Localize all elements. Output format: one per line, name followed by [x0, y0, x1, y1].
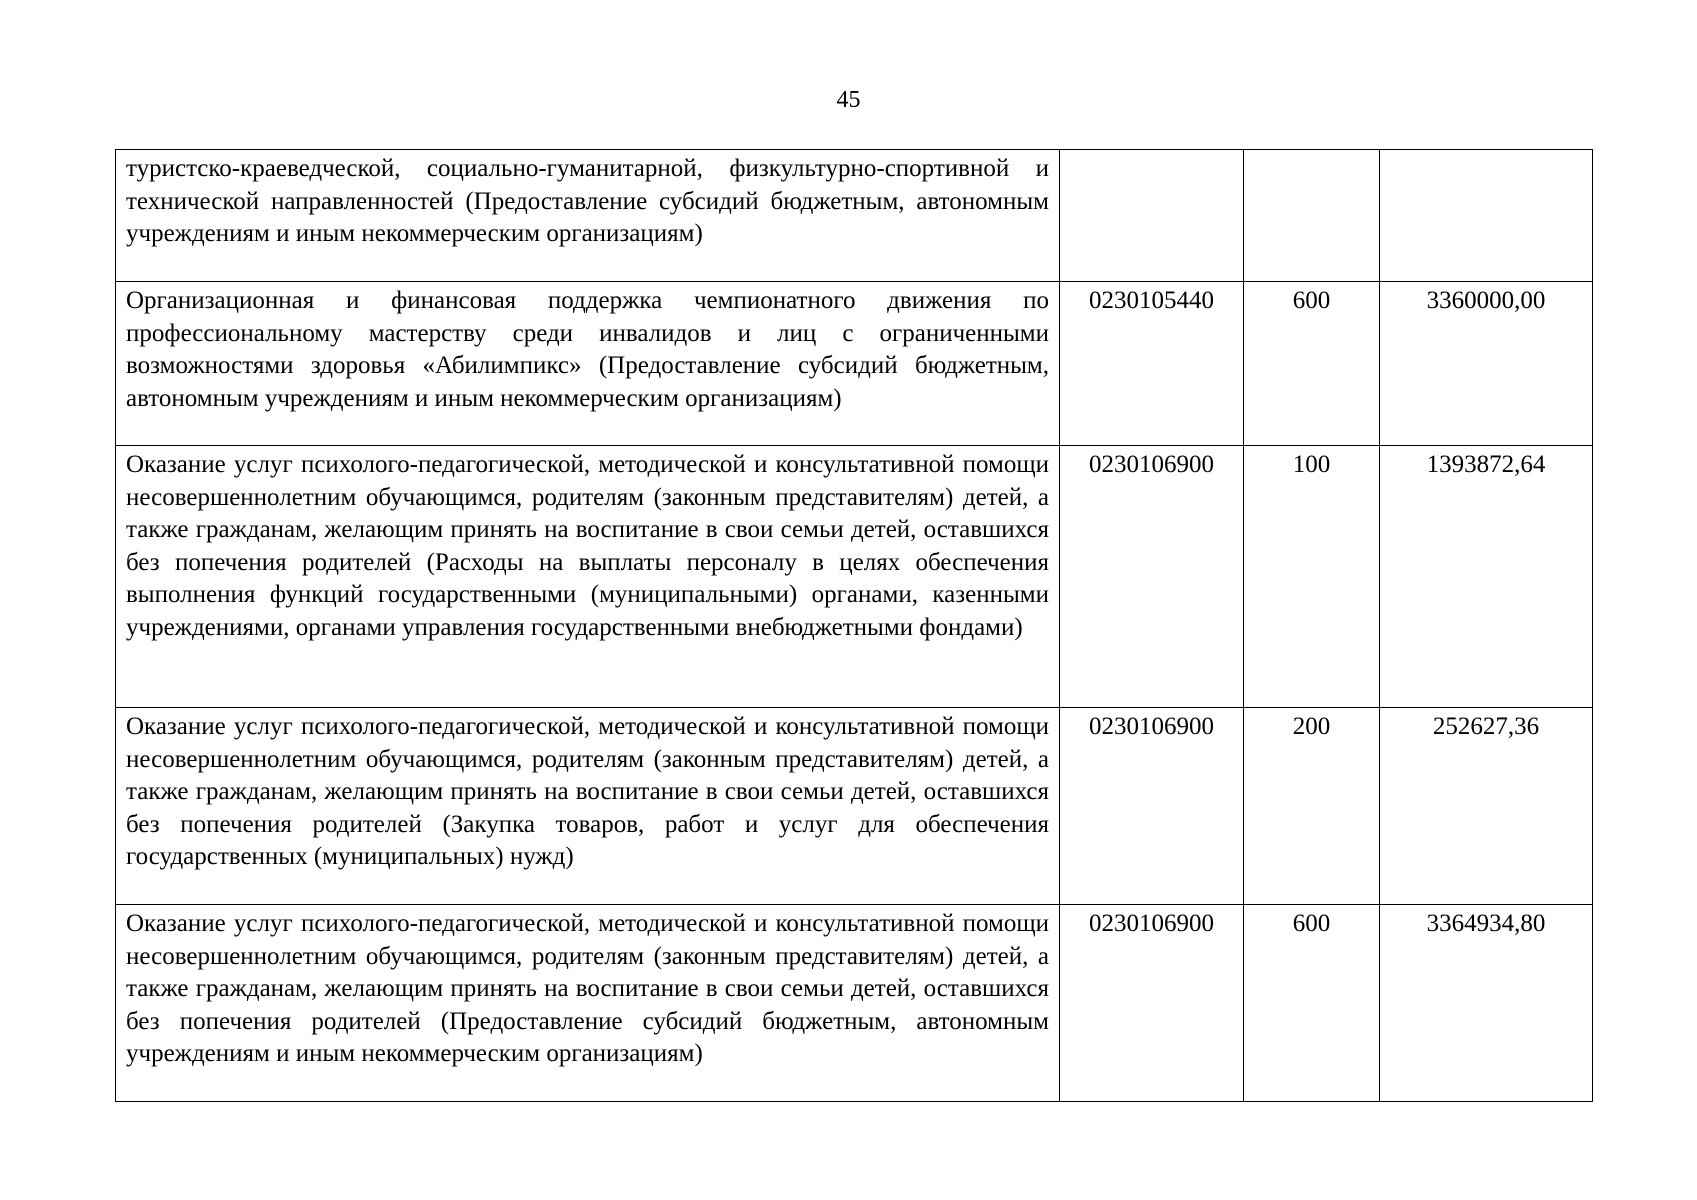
row-expense-type: 200 — [1244, 708, 1380, 905]
row-target-code: 0230106900 — [1060, 708, 1244, 905]
row-amount: 3360000,00 — [1380, 282, 1593, 446]
table-row — [116, 150, 1593, 282]
table-row — [116, 282, 1593, 446]
table-row — [116, 708, 1593, 905]
row-target-code: 0230106900 — [1060, 905, 1244, 1102]
row-target-code — [1060, 150, 1244, 282]
row-amount — [1380, 150, 1593, 282]
row-description: туристско-краеведческой, социально-гуманитарной, физкультурно-спортивной и технической направленностей (Предоставление субсидий бюджетным, автономным учреждениям и иным некоммерческим организациям) — [116, 150, 1060, 282]
row-amount: 1393872,64 — [1380, 446, 1593, 708]
row-description: Оказание услуг психолого-педагогической, методической и консультативной помощи несовершеннолетним обучающимся, родителям (законным представителям) детей, а также гражданам, желающим принять на воспитание в свои семьи детей, оставшихся без попечения родителей (Расходы на выплаты персоналу в целях обеспечения выполнения функций государственными (муниципальными) органами, казенными учреждениями, органами управления государственными внебюджетными фондами) — [116, 446, 1060, 708]
row-expense-type: 600 — [1244, 905, 1380, 1102]
row-amount: 252627,36 — [1380, 708, 1593, 905]
budget-table — [115, 149, 1593, 1102]
row-target-code: 0230105440 — [1060, 282, 1244, 446]
row-expense-type — [1244, 150, 1380, 282]
row-description: Организационная и финансовая поддержка чемпионатного движения по профессиональному мастерству среди инвалидов и лиц с ограниченными возможностями здоровья «Абилимпикс» (Предоставление субсидий бюджетным, автономным учреждениям и иным некоммерческим организациям) — [116, 282, 1060, 446]
row-expense-type: 600 — [1244, 282, 1380, 446]
row-description: Оказание услуг психолого-педагогической, методической и консультативной помощи несовершеннолетним обучающимся, родителям (законным представителям) детей, а также гражданам, желающим принять на воспитание в свои семьи детей, оставшихся без попечения родителей (Закупка товаров, работ и услуг для обеспечения государственных (муниципальных) нужд) — [116, 708, 1060, 905]
row-expense-type: 100 — [1244, 446, 1380, 708]
row-description: Оказание услуг психолого-педагогической, методической и консультативной помощи несовершеннолетним обучающимся, родителям (законным представителям) детей, а также гражданам, желающим принять на воспитание в свои семьи детей, оставшихся без попечения родителей (Предоставление субсидий бюджетным, автономным учреждениям и иным некоммерческим организациям) — [116, 905, 1060, 1102]
table-row — [116, 446, 1593, 708]
table-row — [116, 905, 1593, 1102]
row-amount: 3364934,80 — [1380, 905, 1593, 1102]
row-target-code: 0230106900 — [1060, 446, 1244, 708]
page-number: 45 — [836, 87, 861, 113]
